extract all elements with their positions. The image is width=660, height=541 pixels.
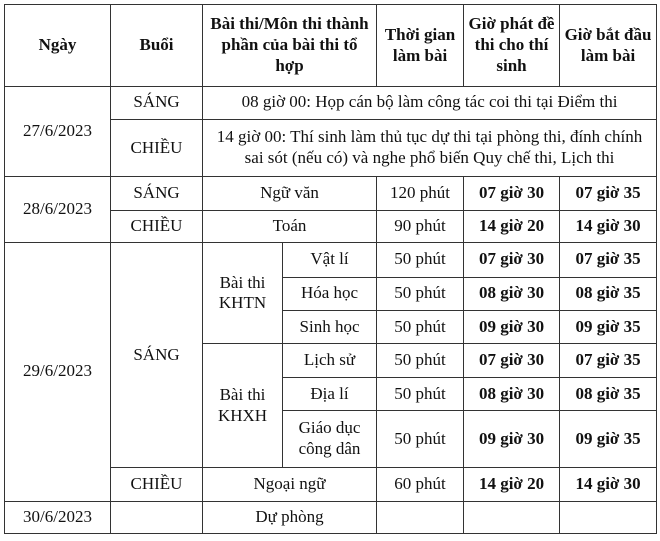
subject-cell: Địa lí <box>283 377 377 410</box>
start-time-cell: 07 giờ 35 <box>560 177 657 210</box>
table-row <box>5 501 657 534</box>
date-cell: 27/6/2023 <box>5 87 111 177</box>
header-gio-phat: Giờ phát đề thi cho thí sinh <box>464 5 560 87</box>
subject-cell: Sinh học <box>283 311 377 344</box>
distribution-time-cell: 14 giờ 20 <box>464 468 560 501</box>
start-time-cell: 07 giờ 35 <box>560 344 657 377</box>
duration-cell: 50 phút <box>377 344 464 377</box>
duration-cell: 120 phút <box>377 177 464 210</box>
duration-cell: 50 phút <box>377 243 464 277</box>
session-cell: CHIỀU <box>111 210 203 242</box>
session-cell: CHIỀU <box>111 468 203 501</box>
note-cell: 14 giờ 00: Thí sinh làm thủ tục dự thi tại phòng thi, đính chính sai sót (nếu có) và nghe phổ biến Quy chế thi, Lịch thi <box>203 119 657 177</box>
start-time-cell: 14 giờ 30 <box>560 210 657 242</box>
table-row <box>5 177 657 210</box>
distribution-time-cell-empty <box>464 501 560 534</box>
duration-cell: 50 phút <box>377 411 464 468</box>
subject-cell: Vật lí <box>283 243 377 277</box>
start-time-cell: 14 giờ 30 <box>560 468 657 501</box>
duration-cell: 50 phút <box>377 377 464 410</box>
session-cell: SÁNG <box>111 243 203 468</box>
duration-cell: 60 phút <box>377 468 464 501</box>
subject-cell: Ngoại ngữ <box>203 468 377 501</box>
header-mon-thi: Bài thi/Môn thi thành phần của bài thi tổ hợp <box>203 5 377 87</box>
date-cell: 30/6/2023 <box>5 501 111 534</box>
date-cell: 28/6/2023 <box>5 177 111 243</box>
start-time-cell: 08 giờ 35 <box>560 277 657 310</box>
subject-cell: Giáo dục công dân <box>283 411 377 468</box>
start-time-cell-empty <box>560 501 657 534</box>
note-cell: 08 giờ 00: Họp cán bộ làm công tác coi thi tại Điểm thi <box>203 87 657 119</box>
distribution-time-cell: 09 giờ 30 <box>464 311 560 344</box>
subject-cell: Toán <box>203 210 377 242</box>
subject-cell: Ngữ văn <box>203 177 377 210</box>
session-cell: SÁNG <box>111 177 203 210</box>
header-gio-bat-dau: Giờ bắt đầu làm bài <box>560 5 657 87</box>
table-row <box>5 87 657 119</box>
duration-cell: 50 phút <box>377 311 464 344</box>
header-ngay: Ngày <box>5 5 111 87</box>
start-time-cell: 08 giờ 35 <box>560 377 657 410</box>
distribution-time-cell: 07 giờ 30 <box>464 344 560 377</box>
group-cell-khxh: Bài thi KHXH <box>203 344 283 468</box>
exam-schedule-table <box>4 4 657 534</box>
duration-cell: 50 phút <box>377 277 464 310</box>
table-row <box>5 243 657 277</box>
distribution-time-cell: 07 giờ 30 <box>464 177 560 210</box>
subject-cell: Hóa học <box>283 277 377 310</box>
session-cell: CHIỀU <box>111 119 203 177</box>
header-row <box>5 5 657 87</box>
distribution-time-cell: 08 giờ 30 <box>464 377 560 410</box>
duration-cell: 90 phút <box>377 210 464 242</box>
distribution-time-cell: 09 giờ 30 <box>464 411 560 468</box>
header-thoi-gian: Thời gian làm bài <box>377 5 464 87</box>
subject-cell: Lịch sử <box>283 344 377 377</box>
session-cell: SÁNG <box>111 87 203 119</box>
start-time-cell: 09 giờ 35 <box>560 311 657 344</box>
note-cell: Dự phòng <box>203 501 377 534</box>
distribution-time-cell: 07 giờ 30 <box>464 243 560 277</box>
header-buoi: Buổi <box>111 5 203 87</box>
start-time-cell: 09 giờ 35 <box>560 411 657 468</box>
distribution-time-cell: 14 giờ 20 <box>464 210 560 242</box>
start-time-cell: 07 giờ 35 <box>560 243 657 277</box>
distribution-time-cell: 08 giờ 30 <box>464 277 560 310</box>
duration-cell-empty <box>377 501 464 534</box>
session-cell-empty <box>111 501 203 534</box>
group-cell-khtn: Bài thi KHTN <box>203 243 283 344</box>
date-cell: 29/6/2023 <box>5 243 111 501</box>
